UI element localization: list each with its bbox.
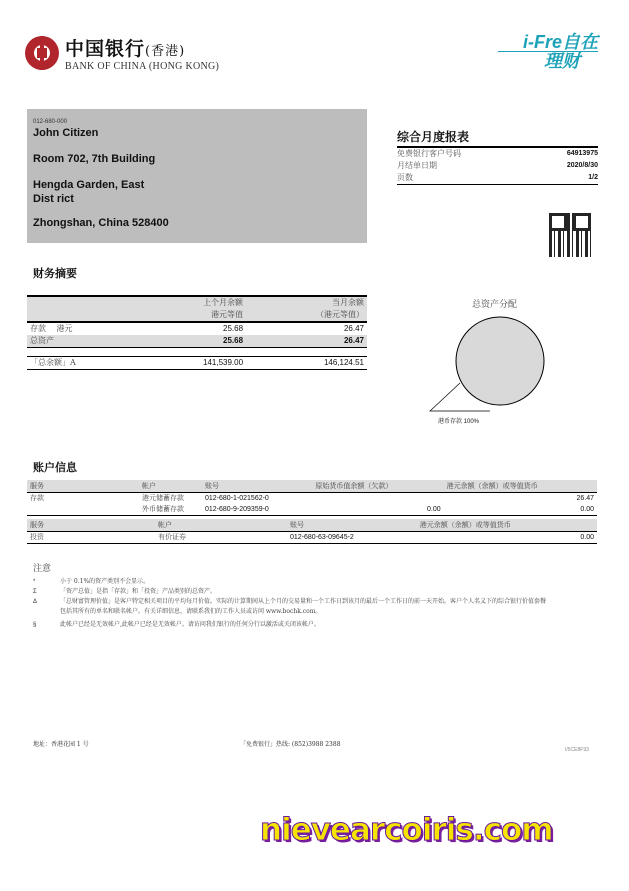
notes-title: 注意: [33, 564, 52, 574]
notes-section: [33, 561, 598, 630]
note-item: 包括其所有的单名和联名帐户。有关详细信息，请联系我们的工作人员或访问 www.bochk.com。: [60, 608, 322, 615]
table-row: 存款 港元 25.68 26.47: [30, 324, 364, 333]
bank-name-en: BANK OF CHINA (HONG KONG): [65, 61, 220, 72]
total-balance-row: 「总余额」A 141,539.00 146,124.51: [27, 357, 367, 370]
chart-title: 总资产分配: [472, 300, 518, 310]
note-item: Σ 「资产总值」是指「存款」和「投资」产品类别的总资产。: [33, 588, 217, 595]
bank-name-cn: 中国银行: [65, 38, 146, 60]
customer-name: John Citizen: [33, 127, 99, 139]
note-item: Δ 「总财富管理价值」是客户特定相关项目的平均每月价值。实际的计算期间从上个月的交易量和一个工作日到该月的最后一个工作日的前一天开始。客户个人名义下的综合银行价值套餐: [33, 598, 547, 605]
table-row: 总资产 25.68 26.47: [27, 335, 367, 348]
footer-code: I/5CE8F93: [565, 747, 589, 753]
deposit-accounts-table: 服务 帐户 账号 原始货币值余额（欠款） 港元余额（余额）或等值货币 存款 港元储蓄存款 012-680-1-021562-0 26.47 外币储蓄存款 012-680-9-209359-0 0.00 0.00: [27, 480, 597, 516]
statement-info: [397, 128, 598, 185]
table-row: 投资 有价证券 012-680-63-09645-2 0.00: [30, 533, 594, 541]
address-line3: Dist rict: [33, 193, 74, 205]
ifre-logo-line2: 理财: [498, 51, 598, 70]
bank-name-cn-suffix: (香港): [145, 44, 186, 59]
investment-accounts-table: 服务 帐户 账号 港元余额（余额）或等值货币 投资 有价证券 012-680-63-09645-2 0.00: [27, 519, 597, 544]
boc-logo-icon: [25, 36, 59, 70]
note-item: * 小于 0.1%的资产类别不会显示。: [33, 578, 150, 585]
financial-summary-title: 财务摘要: [33, 268, 77, 280]
address-block: [27, 109, 367, 243]
footer-address: 地址：香港花园 1 号: [33, 741, 89, 748]
statement-title: 综合月度报表: [397, 128, 598, 148]
customer-number-row: 免费银行客户号码 64913975: [397, 149, 598, 158]
account-info-title: 账户信息: [33, 462, 77, 474]
address-line2: Hengda Garden, East: [33, 179, 145, 191]
ifre-logo-line1: i-Fre自在: [522, 32, 598, 52]
pie-label: 港币存款 100%: [438, 419, 480, 425]
footer-hotline: 「免费银行」热线: (852)3988 2388: [240, 741, 341, 748]
asset-allocation-chart: [400, 295, 600, 435]
account-ref: 012-680-000: [33, 119, 68, 125]
bank-logo: [25, 34, 219, 72]
financial-summary-table: 上个月余额 当月余额 港元等值 （港元等值） 存款 港元 25.68 26.47 总资产 25.68 26.47 「总余额」A 141,539.00 146,124.51: [27, 295, 367, 370]
address-line4: Zhongshan, China 528400: [33, 217, 169, 229]
qr-code-icon: [549, 213, 591, 257]
watermark: nievearcoiris.com: [260, 812, 553, 848]
note-item: § 此帐户已经是无效帐户,此帐户已经是无效帐户。请访问我们银行的任何分行以激活或关闭该帐户。: [33, 621, 320, 628]
address-line1: Room 702, 7th Building: [33, 153, 156, 165]
table-row: 存款 港元储蓄存款 012-680-1-021562-0 26.47: [30, 494, 594, 502]
ifre-logo: [498, 33, 598, 70]
page-number-row: 页数 1/2: [397, 172, 598, 185]
pie-slice-hkd-deposit: [456, 317, 544, 405]
statement-date-row: 月结单日期 2020/8/30: [397, 161, 598, 170]
table-row: 外币储蓄存款 012-680-9-209359-0 0.00 0.00: [142, 505, 594, 513]
